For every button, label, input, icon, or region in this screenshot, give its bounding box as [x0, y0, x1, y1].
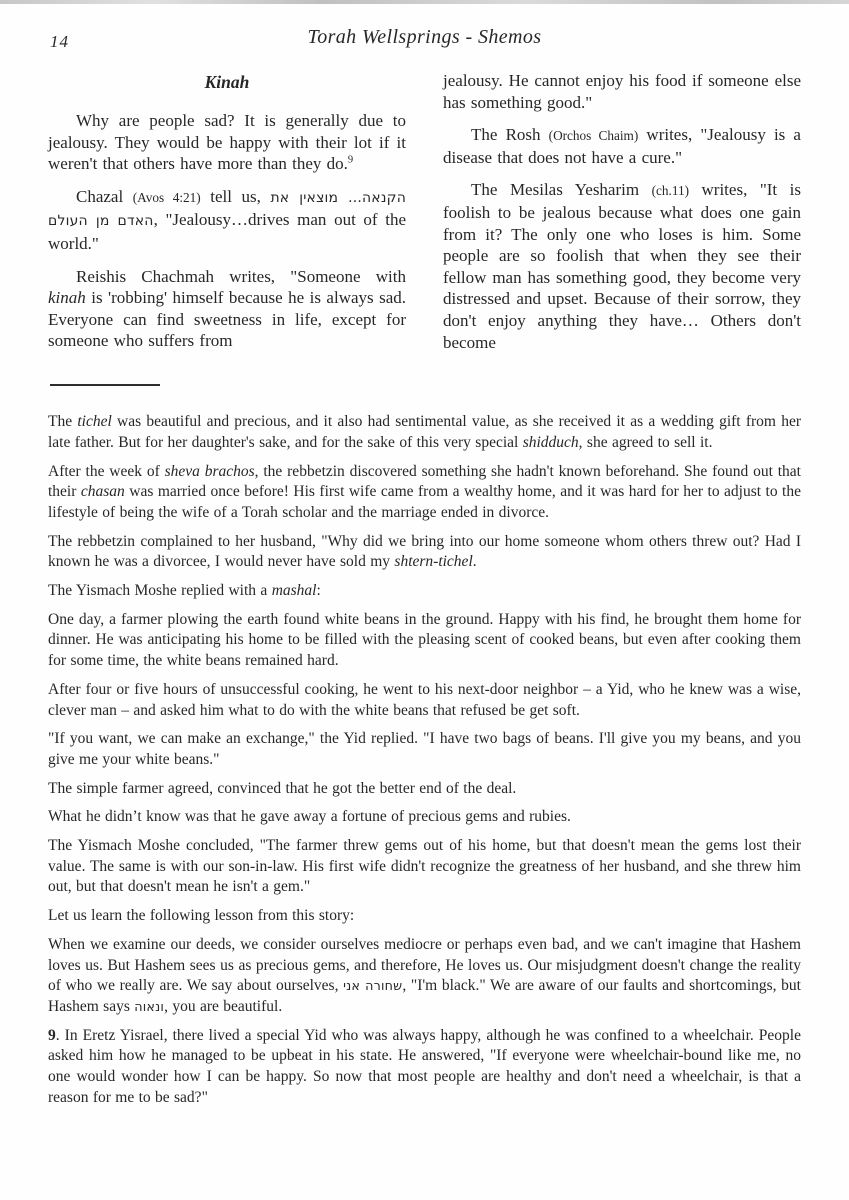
text-segment: , the rebbetzin discovered something she hadn't known beforehand. She found out that their	[48, 462, 801, 501]
section-heading: Kinah	[204, 72, 250, 92]
paragraph	[48, 581, 801, 602]
text-segment: Let us learn the following lesson from this story:	[48, 907, 355, 925]
main-text-columns	[48, 70, 801, 364]
paragraph	[48, 462, 801, 524]
text-segment: shtern-tichel	[394, 553, 473, 571]
text-segment: Why are people sad? It is generally due to jealousy. They would be happy with their lot if it weren't that others have more than they do.	[48, 111, 406, 174]
text-segment: . In Eretz Yisrael, there lived a special Yid who was always happy, although he was confined to a wheelchair. People asked him how he managed to be upbeat in his state. He answered, "If everyone were wheelchair-bound like me, no one would wonder how I can be happy. So now that most people are healthy and don't need a wheelchair, is that a reason for me to be sad?"	[48, 1026, 801, 1106]
paragraph	[48, 779, 801, 800]
hebrew-text-segment: שחורה אני	[343, 978, 403, 994]
paragraph	[48, 532, 801, 573]
paragraph	[48, 729, 801, 770]
text-segment: The Yismach Moshe replied with a	[48, 582, 272, 600]
paragraph	[48, 186, 406, 255]
text-segment: jealousy. He cannot enjoy his food if someone else has something good."	[443, 71, 801, 112]
text-segment: mashal	[271, 582, 317, 600]
text-segment: After the week of	[48, 462, 165, 480]
text-segment: chasan	[80, 483, 125, 501]
text-segment: was beautiful and precious, and it also had sentimental value, as she received it as a wedding gift from her late father. But for her daughter's sake, and for the sake of this very special	[48, 413, 801, 451]
left-column-paragraphs	[48, 110, 406, 352]
paragraph	[48, 1026, 801, 1109]
left-column	[48, 70, 406, 364]
text-segment: 9	[48, 1026, 56, 1044]
page-number: 14	[50, 32, 69, 51]
text-segment: When we examine our deeds, we consider ourselves mediocre or perhaps even bad, and we can't imagine that Hashem loves us. But Hashem sees us as precious gems, and therefore, He loves us. Our misjudgment doesn't change the reality of who we really are. We say about ourselves,	[48, 935, 801, 995]
paragraph	[48, 906, 801, 927]
text-segment: 9	[347, 154, 354, 166]
text-segment: writes, "Jealousy is a disease that does not have a cure."	[443, 125, 801, 167]
hebrew-text-segment: ונאוה	[134, 999, 165, 1014]
paragraph	[443, 124, 801, 168]
footnotes-section	[48, 412, 801, 1108]
text-segment: , you are beautiful.	[164, 998, 283, 1015]
text-segment: sheva brachos	[164, 462, 255, 480]
text-segment: is 'robbing' himself because he is always sad. Everyone can find sweetness in life, except for someone who suffers from	[48, 288, 406, 351]
text-segment: Chazal	[76, 186, 133, 206]
text-segment: , she agreed to sell it.	[578, 433, 713, 451]
text-segment: After four or five hours of unsuccessful cooking, he went to his next-door neighbor – a Yid, who he knew was a wise, clever man – and asked him what to do with the white beans that refused be get soft.	[48, 680, 801, 719]
text-segment: The rebbetzin complained to her husband, "Why did we bring into our home someone whom others threw out? Had I known he was a divorcee, I would never have sold my	[48, 532, 801, 571]
paragraph	[443, 70, 801, 113]
text-segment: (Avos 4:21)	[132, 189, 201, 205]
paragraph	[48, 680, 801, 721]
text-segment: The Mesilas Yesharim	[471, 180, 652, 200]
text-segment: , "Jealousy…drives man out of the world."	[48, 210, 406, 253]
text-segment: shidduch	[522, 433, 579, 451]
text-segment: tichel	[77, 413, 112, 431]
scan-artifact-top	[0, 0, 849, 4]
text-segment: kinah	[48, 288, 86, 308]
text-segment: tell us,	[200, 186, 271, 206]
text-segment: was married once before! His first wife came from a wealthy home, and it was hard for her to adjust to the lifestyle of being the wife of a Torah scholar and the marriage ended in divorce.	[48, 483, 801, 521]
text-segment: What he didn’t know was that he gave away a fortune of precious gems and rubies.	[48, 808, 571, 826]
page-header	[48, 26, 801, 54]
paragraph	[443, 179, 801, 353]
text-segment: writes, "It is foolish to be jealous because what does one gain from it? The only one who loses is him. Some people are so foolish that when they see their fellow man has something good, they become very distressed and upset. Because of their sorrow, they don't enjoy anything they have… Others don't become	[443, 180, 801, 352]
right-column-paragraphs	[443, 70, 801, 353]
text-segment: The	[48, 413, 78, 431]
text-segment: One day, a farmer plowing the earth found white beans in the ground. Happy with his find, he brought them home for dinner. He was anticipating his home to be filled with the pleasing scent of cooked beans, but even after cooking them for some time, the white beans remained hard.	[48, 610, 801, 670]
text-segment: (Orchos Chaim)	[548, 128, 639, 144]
text-segment: (ch.11)	[651, 183, 690, 199]
paragraph	[48, 412, 801, 453]
text-segment: , "I'm black." We are aware of our faults and shortcomings, but Hashem says	[48, 977, 801, 1015]
hebrew-text-segment: הקנאה... מוצאין את האדם מן העולם	[48, 189, 407, 230]
text-segment: Reishis Chachmah writes, "Someone with	[76, 266, 406, 286]
paragraph	[48, 610, 801, 672]
paragraph	[48, 836, 801, 898]
paragraph	[48, 110, 406, 175]
paragraph	[48, 266, 406, 352]
text-segment: :	[316, 582, 321, 600]
paragraph	[48, 935, 801, 1018]
text-segment: The Rosh	[471, 125, 549, 145]
page-title: Torah Wellsprings - Shemos	[307, 26, 542, 48]
text-segment: The simple farmer agreed, convinced that he got the better end of the deal.	[48, 779, 517, 797]
text-segment: The Yismach Moshe concluded, "The farmer threw gems out of his home, but that doesn't mean the gems lost their value. The same is with our son-in-law. His first wife didn't recognize the greatness of her husband, and she threw him out, but that doesn't mean he isn't a gem."	[48, 837, 801, 896]
paragraph	[48, 807, 801, 828]
text-segment: "If you want, we can make an exchange," the Yid replied. "I have two bags of beans. I'll give you my beans, and you give me your white beans."	[48, 730, 801, 768]
text-segment: .	[472, 553, 477, 571]
footnote-divider	[50, 384, 160, 386]
right-column	[443, 70, 801, 364]
